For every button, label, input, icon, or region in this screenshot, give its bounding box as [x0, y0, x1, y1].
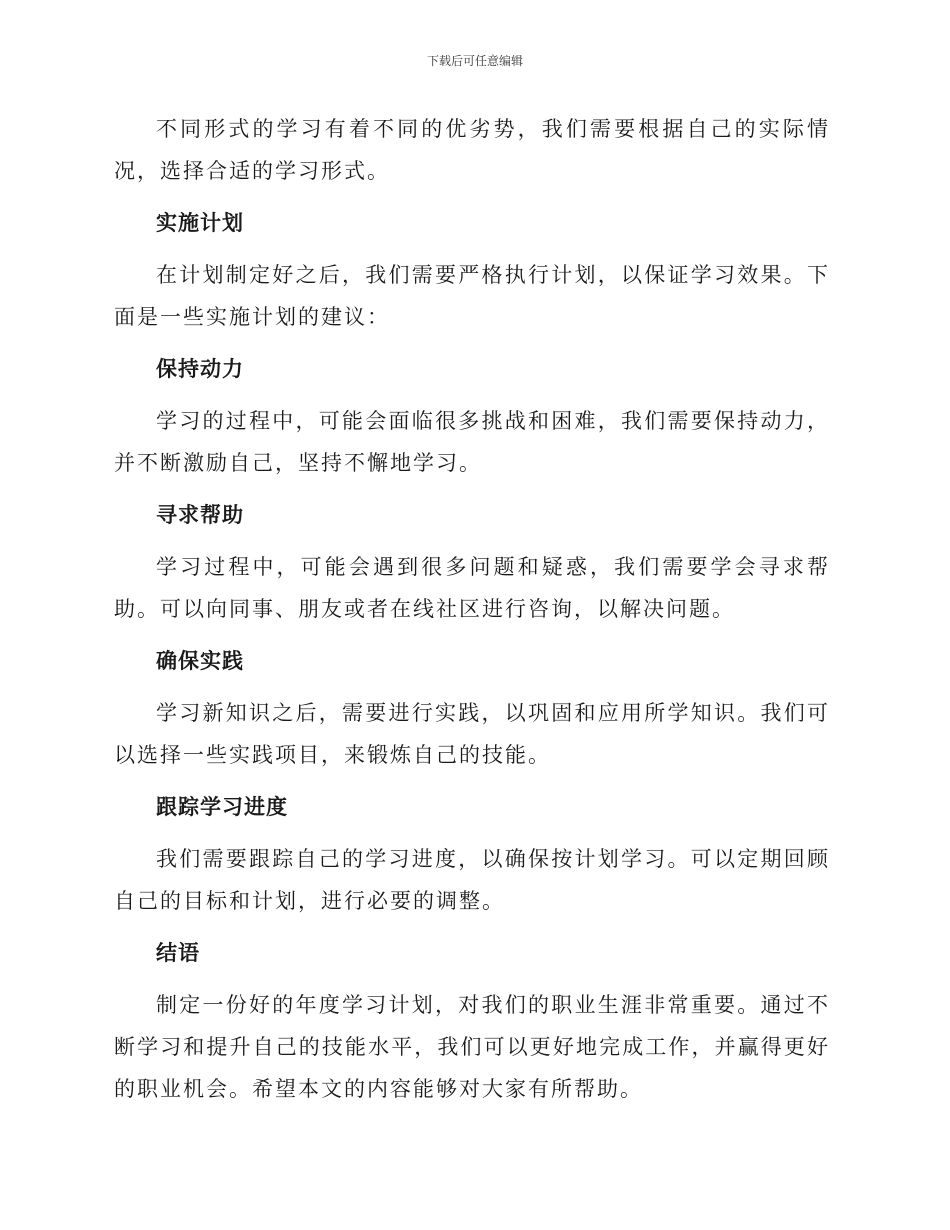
section-body-seek-help: 学习过程中，可能会遇到很多问题和疑惑，我们需要学会寻求帮助。可以向同事、朋友或者在线社区进行咨询，以解决问题。	[114, 555, 830, 621]
section-heading-practice: 确保实践	[156, 649, 244, 673]
section-body-implementation: 在计划制定好之后，我们需要严格执行计划，以保证学习效果。下面是一些实施计划的建议：	[114, 263, 830, 329]
section-heading-implementation: 实施计划	[156, 211, 244, 235]
document-body	[114, 108, 830, 1110]
section-body-conclusion: 制定一份好的年度学习计划，对我们的职业生涯非常重要。通过不断学习和提升自己的技能水平，我们可以更好地完成工作，并赢得更好的职业机会。希望本文的内容能够对大家有所帮助。	[114, 993, 830, 1101]
section-heading-conclusion: 结语	[156, 941, 200, 965]
section-body-progress: 我们需要跟踪自己的学习进度，以确保按计划学习。可以定期回顾自己的目标和计划，进行必要的调整。	[114, 847, 830, 913]
section-body-motivation: 学习的过程中，可能会面临很多挑战和困难，我们需要保持动力，并不断激励自己，坚持不懈地学习。	[114, 409, 830, 475]
page-header: 下载后可任意编辑	[426, 54, 523, 68]
intro-paragraph: 不同形式的学习有着不同的优劣势，我们需要根据自己的实际情况，选择合适的学习形式。	[114, 117, 830, 183]
section-heading-progress: 跟踪学习进度	[156, 795, 288, 819]
section-heading-seek-help: 寻求帮助	[156, 503, 244, 527]
section-heading-motivation: 保持动力	[156, 357, 244, 381]
section-body-practice: 学习新知识之后，需要进行实践，以巩固和应用所学知识。我们可以选择一些实践项目，来锻炼自己的技能。	[114, 701, 830, 767]
